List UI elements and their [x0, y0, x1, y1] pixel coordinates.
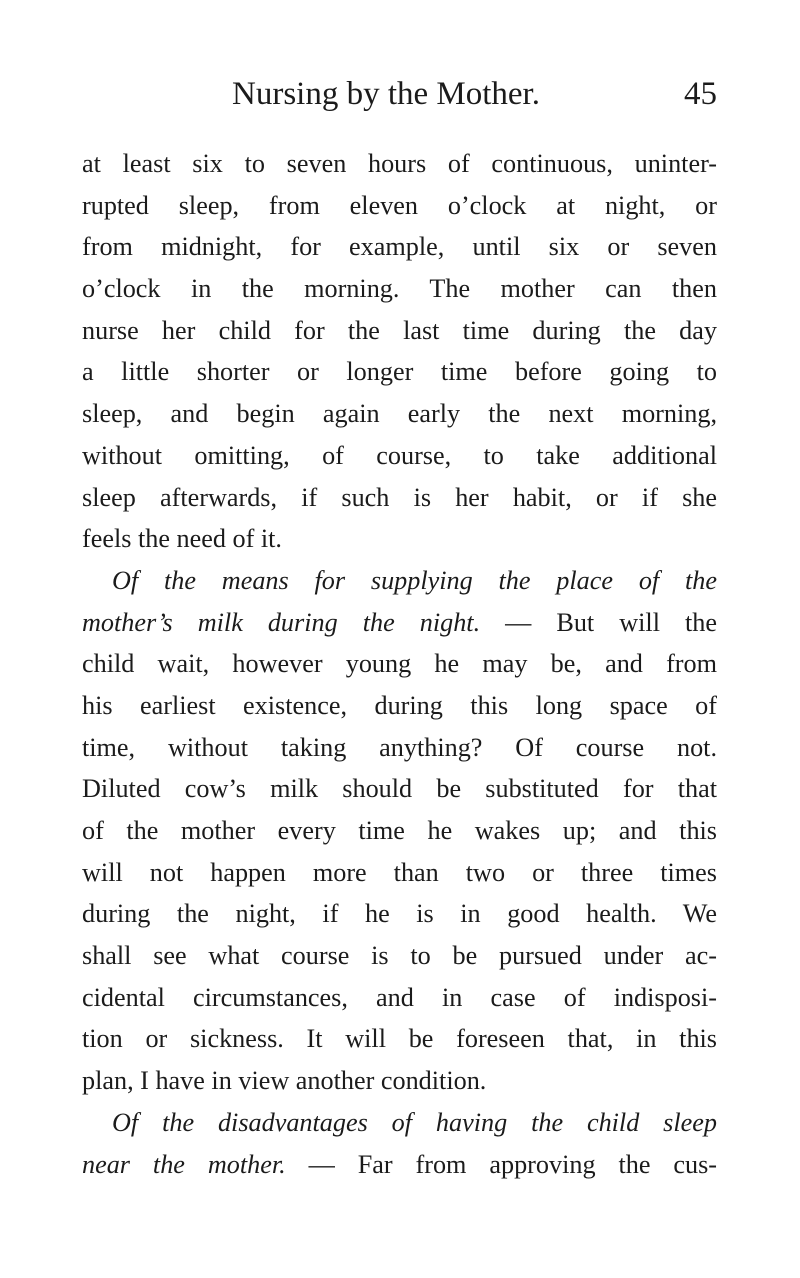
text-line: Diluted cow’s milk should be substituted for that: [82, 774, 717, 804]
text-line: a little shorter or longer time before going to: [82, 357, 717, 387]
page-number: 45: [684, 76, 717, 112]
text-line: feels the need of it.: [82, 524, 282, 554]
running-title: Nursing by the Mother.: [232, 76, 540, 112]
body-text: [82, 143, 717, 1185]
text-line: will not happen more than two or three times: [82, 857, 717, 887]
text-line: his earliest existence, during this long space of: [82, 690, 717, 720]
section-heading-line: Of the disadvantages of having the child sleep: [112, 1107, 717, 1137]
section-heading-line: near the mother. — Far from approving the cus-: [82, 1149, 717, 1179]
text-line: nurse her child for the last time during the day: [82, 315, 717, 345]
text-line: child wait, however young he may be, and from: [82, 649, 717, 679]
text-line: shall see what course is to be pursued under ac-: [82, 941, 717, 971]
text-line: without omitting, of course, to take additional: [82, 440, 717, 470]
text-line: rupted sleep, from eleven o’clock at night, or: [82, 190, 717, 220]
section-heading-line: mother’s milk during the night. — But will the: [82, 607, 717, 637]
text-line: time, without taking anything? Of course not.: [82, 732, 717, 762]
text-line: at least six to seven hours of continuous, uninter-: [82, 149, 717, 178]
text-line: of the mother every time he wakes up; and this: [82, 816, 717, 845]
text-line: sleep, and begin again early the next morning,: [82, 399, 717, 429]
text-line: from midnight, for example, until six or seven: [82, 232, 717, 262]
running-head: [82, 73, 717, 115]
section-heading-line: Of the means for supplying the place of the: [112, 565, 717, 595]
text-line: o’clock in the morning. The mother can then: [82, 274, 717, 304]
text-line: sleep afterwards, if such is her habit, or if she: [82, 482, 717, 512]
text-line: cidental circumstances, and in case of indisposi-: [82, 982, 717, 1012]
text-line: during the night, if he is in good health. We: [82, 899, 717, 929]
text-line: tion or sickness. It will be foreseen that, in this: [82, 1024, 717, 1054]
text-line: plan, I have in view another condition.: [82, 1066, 487, 1096]
